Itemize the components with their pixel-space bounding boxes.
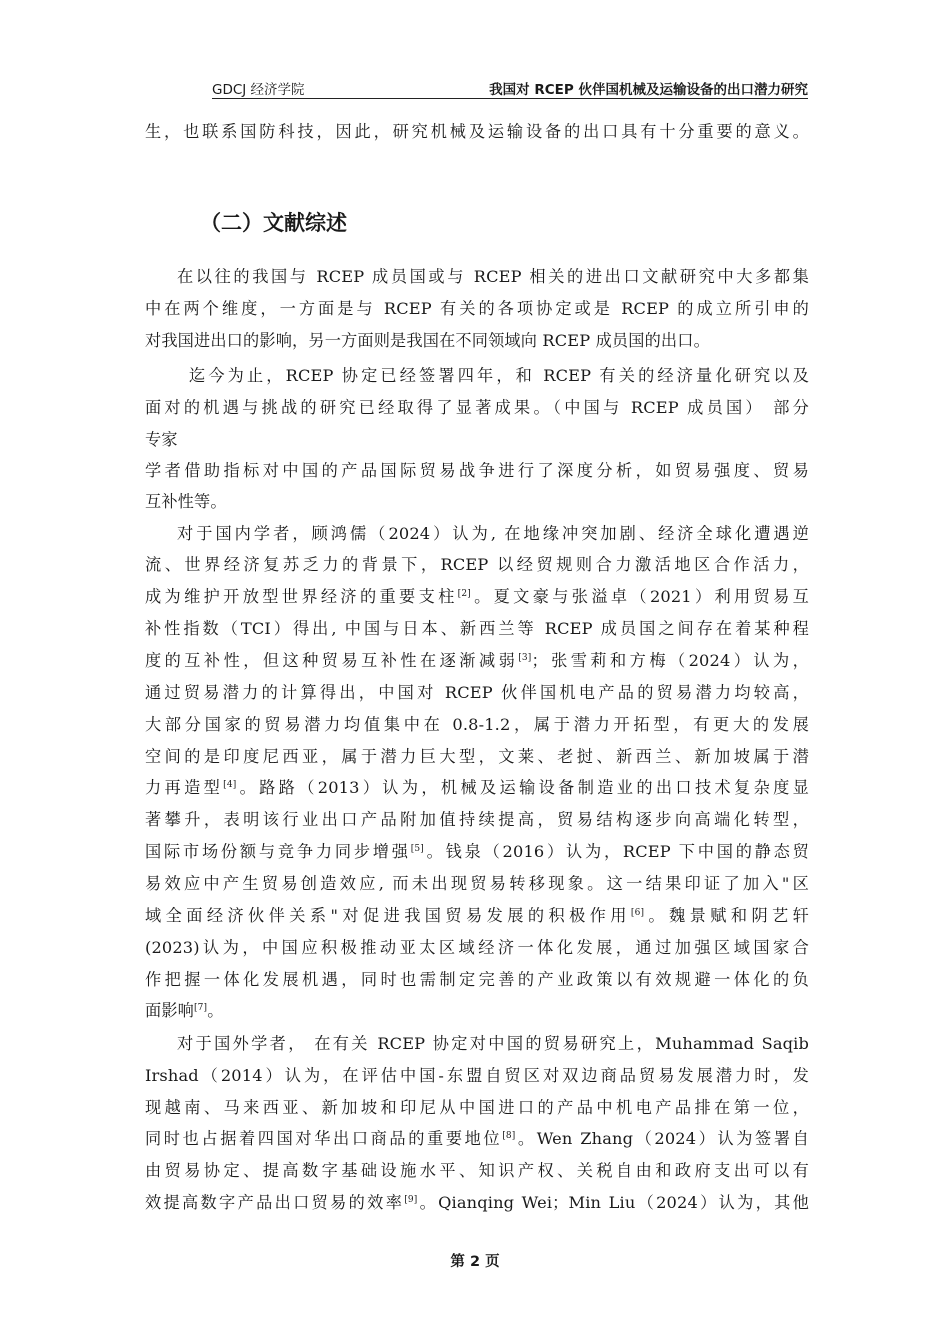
page-header — [212, 78, 808, 99]
body-line: 现越南、马来西亚、新加坡和印尼从中国进口的产品中机电产品排在第一位， — [145, 1098, 809, 1117]
citation: [5] — [410, 844, 424, 854]
citation: [2] — [457, 589, 471, 599]
citation: [3] — [518, 653, 532, 663]
body-line: 成为维护开放型世界经济的重要支柱[2]。夏文豪与张溢卓（2021）利用贸易互 — [145, 587, 809, 606]
body-line: 度的互补性，但这种贸易互补性在逐渐减弱[3]；张雪莉和方梅（2024）认为， — [145, 651, 809, 670]
body-line: 效提高数字产品出口贸易的效率[9]。Qianqing Wei；Min Liu（2024）认为，其他 — [145, 1193, 809, 1212]
body-line: 易效应中产生贸易创造效应, 而未出现贸易转移现象。这一结果印证了加入"区 — [145, 874, 809, 893]
citation: [7] — [194, 1003, 208, 1013]
citation: [8] — [502, 1131, 516, 1141]
body-line: 同时也占据着四国对华出口商品的重要地位[8]。Wen Zhang（2024）认为签署自 — [145, 1129, 809, 1148]
body-line: (2023)认为，中国应积极推动亚太区域经济一体化发展，通过加强区域国家合 — [145, 938, 809, 957]
body-line: 国际市场份额与竞争力同步增强[5]。钱泉（2016）认为，RCEP 下中国的静态贸 — [145, 842, 809, 861]
body-line: 域全面经济伙伴关系"对促进我国贸易发展的积极作用[6]。魏景赋和阴艺轩 — [145, 906, 810, 925]
body-line: 生，也联系国防科技，因此，研究机械及运输设备的出口具有十分重要的意义。 — [145, 122, 809, 141]
citation: [9] — [404, 1195, 418, 1205]
body-line: 互补性等。 — [145, 492, 227, 511]
body-line: 面对的机遇与挑战的研究已经取得了显著成果。（中国与 RCEP 成员国） 部分 — [145, 398, 809, 417]
body-line: Irshad（2014）认为，在评估中国-东盟自贸区对双边商品贸易发展潜力时，发 — [145, 1066, 809, 1085]
header-right: 我国对 RCEP 伙伴国机械及运输设备的出口潜力研究 — [489, 82, 808, 98]
body-line: 专家 — [145, 430, 178, 449]
page-number: 第 2 页 — [450, 1254, 500, 1270]
body-line: 中在两个维度，一方面是与 RCEP 有关的各项协定或是 RCEP 的成立所引申的 — [145, 299, 809, 318]
body-line: 在以往的我国与 RCEP 成员国或与 RCEP 相关的进出口文献研究中大多都集 — [177, 267, 809, 286]
body-line: 大部分国家的贸易潜力均值集中在 0.8-1.2，属于潜力开拓型，有更大的发展 — [145, 715, 809, 734]
body-line: 补性指数（TCI）得出, 中国与日本、新西兰等 RCEP 成员国之间存在着某种程 — [145, 619, 809, 638]
body-line: 流、世界经济复苏乏力的背景下，RCEP 以经贸规则合力激活地区合作活力， — [145, 555, 809, 574]
body-line: 迄今为止，RCEP 协定已经签署四年，和 RCEP 有关的经济量化研究以及 — [189, 366, 809, 385]
body-line: 对于国外学者， 在有关 RCEP 协定对中国的贸易研究上，Muhammad Saqib — [177, 1034, 809, 1053]
body-line: 学者借助指标对中国的产品国际贸易战争进行了深度分析，如贸易强度、贸易 — [145, 461, 809, 480]
body-line: 面影响[7]。 — [145, 1001, 224, 1020]
body-line: 著攀升，表明该行业出口产品附加值持续提高，贸易结构逐步向高端化转型， — [145, 810, 809, 829]
body-line: 通过贸易潜力的计算得出，中国对 RCEP 伙伴国机电产品的贸易潜力均较高， — [145, 683, 809, 702]
body-line: 对于国内学者，顾鸿儒（2024）认为, 在地缘冲突加剧、经济全球化遭遇逆 — [177, 524, 809, 543]
body-line: 由贸易协定、提高数字基础设施水平、知识产权、关税自由和政府支出可以有 — [145, 1161, 809, 1180]
body-line: 力再造型[4]。路路（2013）认为，机械及运输设备制造业的出口技术复杂度显 — [145, 778, 809, 797]
body-line: 对我国进出口的影响，另一方面则是我国在不同领域向 RCEP 成员国的出口。 — [145, 331, 710, 350]
citation: [4] — [223, 780, 237, 790]
citation: [6] — [630, 908, 645, 918]
header-left: GDCJ 经济学院 — [212, 82, 305, 98]
body-line: 作把握一体化发展机遇，同时也需制定完善的产业政策以有效规避一体化的负 — [145, 970, 809, 989]
body-line: 空间的是印度尼西亚，属于潜力巨大型，文莱、老挝、新西兰、新加坡属于潜 — [145, 747, 809, 766]
section-title: （二）文献综述 — [200, 211, 347, 235]
